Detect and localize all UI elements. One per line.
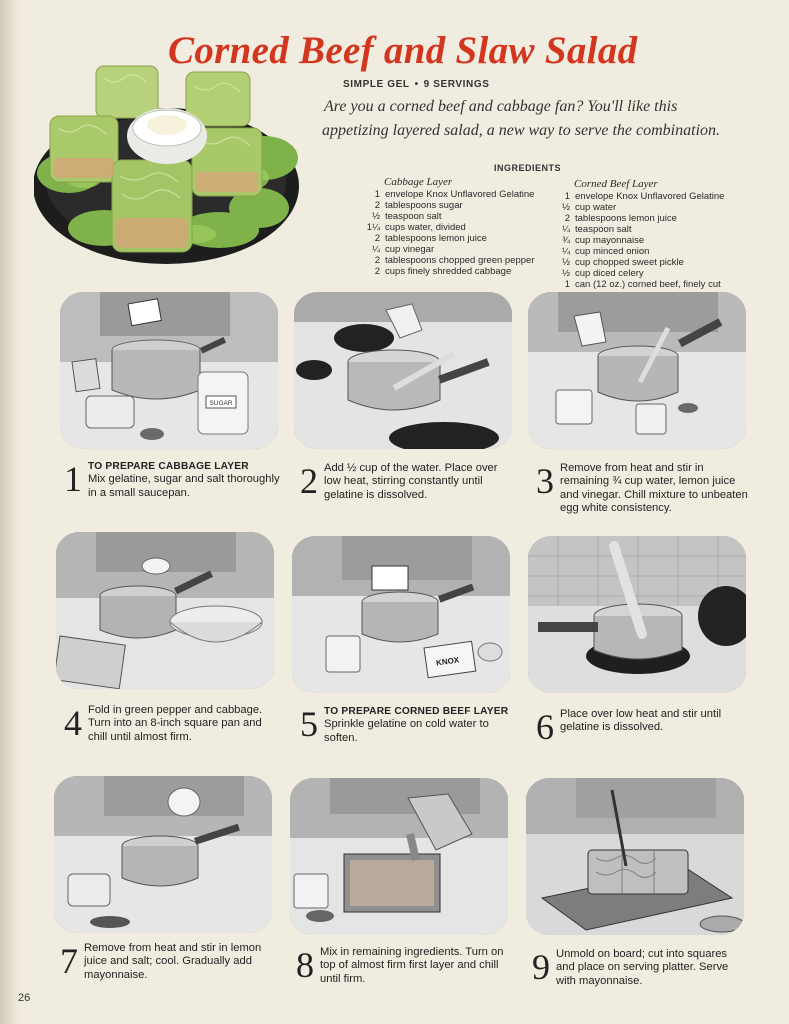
step-2 [300, 462, 510, 502]
ingredient-row [552, 246, 724, 257]
recipe-servings: 9 SERVINGS [423, 79, 490, 90]
ingredient-row [552, 213, 724, 224]
ingredient-qty: 1¼ [366, 222, 380, 233]
recipe-type: SIMPLE GEL [343, 79, 410, 90]
ingredient-row [362, 233, 534, 244]
step-1 [64, 460, 289, 500]
step-text: Sprinkle gelatine on cold water to soften. [324, 718, 489, 744]
ingredient-text: cup chopped sweet pickle [575, 257, 684, 268]
step-heading: TO PREPARE CORNED BEEF LAYER [324, 706, 509, 717]
ingredient-row [362, 255, 534, 266]
step-number: 9 [532, 947, 550, 987]
step-number: 6 [536, 707, 554, 747]
step-4 [64, 704, 276, 744]
step-7 [60, 942, 274, 982]
ingredient-qty: 1 [564, 279, 570, 290]
step-number: 8 [296, 945, 314, 985]
cabbage-layer-ingredients [362, 177, 534, 277]
ingredient-row [552, 224, 724, 235]
ingredient-text: cup mayonnaise [575, 235, 645, 246]
ingredient-qty: ½ [562, 202, 570, 213]
ingredient-qty: 2 [564, 213, 570, 224]
ingredients-title: INGREDIENTS [494, 163, 562, 173]
ingredient-qty: 2 [374, 266, 380, 277]
step-number: 4 [64, 703, 82, 743]
step-text: Unmold on board; cut into squares and place on serving platter. Serve with mayonnaise. [556, 948, 729, 987]
ingredient-qty: 2 [374, 255, 380, 266]
step-number: 7 [60, 941, 78, 981]
step-9 [532, 948, 744, 988]
step-text: Mix gelatine, sugar and salt thoroughly in a small saucepan. [88, 473, 280, 499]
ingredient-text: tablespoons lemon juice [575, 213, 677, 224]
ingredient-text: teaspoon salt [575, 224, 632, 235]
step-3-photo [528, 292, 746, 449]
ingredient-text: teaspoon salt [385, 211, 442, 222]
ingredient-row [362, 266, 534, 277]
ingredient-text: envelope Knox Unflavored Gelatine [575, 191, 725, 202]
step-heading: TO PREPARE CABBAGE LAYER [88, 461, 249, 472]
ingredient-row [552, 279, 724, 290]
step-number: 5 [300, 704, 318, 744]
step-5 [300, 705, 512, 745]
ingredient-qty: ¼ [562, 224, 570, 235]
step-6-photo [528, 536, 746, 693]
ingredient-row [362, 244, 534, 255]
step-8-photo [290, 778, 508, 935]
ingredient-row [362, 189, 534, 200]
page-binding-shadow [0, 0, 22, 1024]
ingredient-row [552, 235, 724, 246]
ingredient-text: cup minced onion [575, 246, 650, 257]
ingredient-text: envelope Knox Unflavored Gelatine [385, 189, 535, 200]
ingredient-text: cup water [575, 202, 617, 213]
ingredient-row [552, 257, 724, 268]
ingredient-row [552, 268, 724, 279]
step-9-photo [526, 778, 744, 935]
step-number: 2 [300, 461, 318, 501]
step-text: Add ½ cup of the water. Place over low heat, stirring constantly until gelatine is dissolved. [324, 462, 498, 501]
ingredient-text: cups water, divided [385, 222, 466, 233]
ingredient-text: tablespoons sugar [385, 200, 463, 211]
step-3 [536, 462, 748, 515]
ingredient-text: tablespoons lemon juice [385, 233, 487, 244]
ingredient-row [362, 200, 534, 211]
ingredient-text: tablespoons chopped green pepper [385, 255, 535, 266]
intro-line-1: Are you a corned beef and cabbage fan? You'll like this [324, 98, 678, 115]
step-text: Remove from heat and stir in lemon juice and salt; cool. Gradually add mayonnaise. [84, 942, 262, 981]
recipe-subtitle [343, 79, 490, 90]
step-6 [536, 707, 748, 747]
ingredient-row [362, 211, 534, 222]
step-number: 3 [536, 461, 554, 501]
ingredient-qty: ¼ [372, 244, 380, 255]
step-1-photo [60, 292, 278, 449]
cabbage-layer-heading: Cabbage Layer [384, 176, 453, 188]
page-number: 26 [18, 992, 31, 1004]
ingredient-qty: ½ [562, 257, 570, 268]
step-text: Place over low heat and stir until gelatine is dissolved. [560, 708, 722, 734]
step-4-photo [56, 532, 274, 689]
ingredient-row [552, 202, 724, 213]
separator-dot: • [414, 79, 419, 90]
ingredient-row [362, 222, 534, 233]
ingredient-text: cup vinegar [385, 244, 435, 255]
sugar-canister-label: SUGAR [209, 400, 233, 407]
step-text: Fold in green pepper and cabbage. Turn into an 8-inch square pan and chill until almost firm. [88, 704, 263, 743]
intro-line-2: appetizing layered salad, a new way to serve the combination. [322, 122, 721, 139]
ingredient-qty: ½ [372, 211, 380, 222]
corned-beef-layer-ingredients [552, 179, 724, 290]
ingredient-text: cup diced celery [575, 268, 644, 279]
corned-beef-layer-heading: Corned Beef Layer [574, 178, 658, 190]
ingredient-qty: ¾ [562, 235, 570, 246]
ingredient-qty: 2 [374, 200, 380, 211]
recipe-intro [322, 95, 762, 143]
step-text: Remove from heat and stir in remaining ¾ cup water, lemon juice and vinegar. Chill mixture to unbeaten egg white consistency. [560, 462, 748, 514]
ingredient-text: cups finely shredded cabbage [385, 266, 512, 277]
recipe-title: Corned Beef and Slaw Salad [168, 29, 638, 72]
step-number: 1 [64, 459, 82, 499]
step-2-photo [294, 292, 512, 449]
step-text: Mix in remaining ingredients. Turn on top of almost firm first layer and chill until firm. [320, 946, 504, 985]
ingredient-row [552, 191, 724, 202]
ingredient-qty: 1 [374, 189, 380, 200]
ingredient-text: can (12 oz.) corned beef, finely cut [575, 279, 721, 290]
hero-photo-salad-platter [34, 58, 304, 273]
knox-box-label: KNOX [435, 655, 460, 668]
salad-platter-illustration [34, 58, 304, 273]
ingredient-qty: ½ [562, 268, 570, 279]
step-5-photo [292, 536, 510, 693]
ingredient-qty: 2 [374, 233, 380, 244]
step-7-photo [54, 776, 272, 933]
ingredient-qty: ¼ [562, 246, 570, 257]
ingredient-qty: 1 [564, 191, 570, 202]
step-8 [296, 946, 508, 986]
